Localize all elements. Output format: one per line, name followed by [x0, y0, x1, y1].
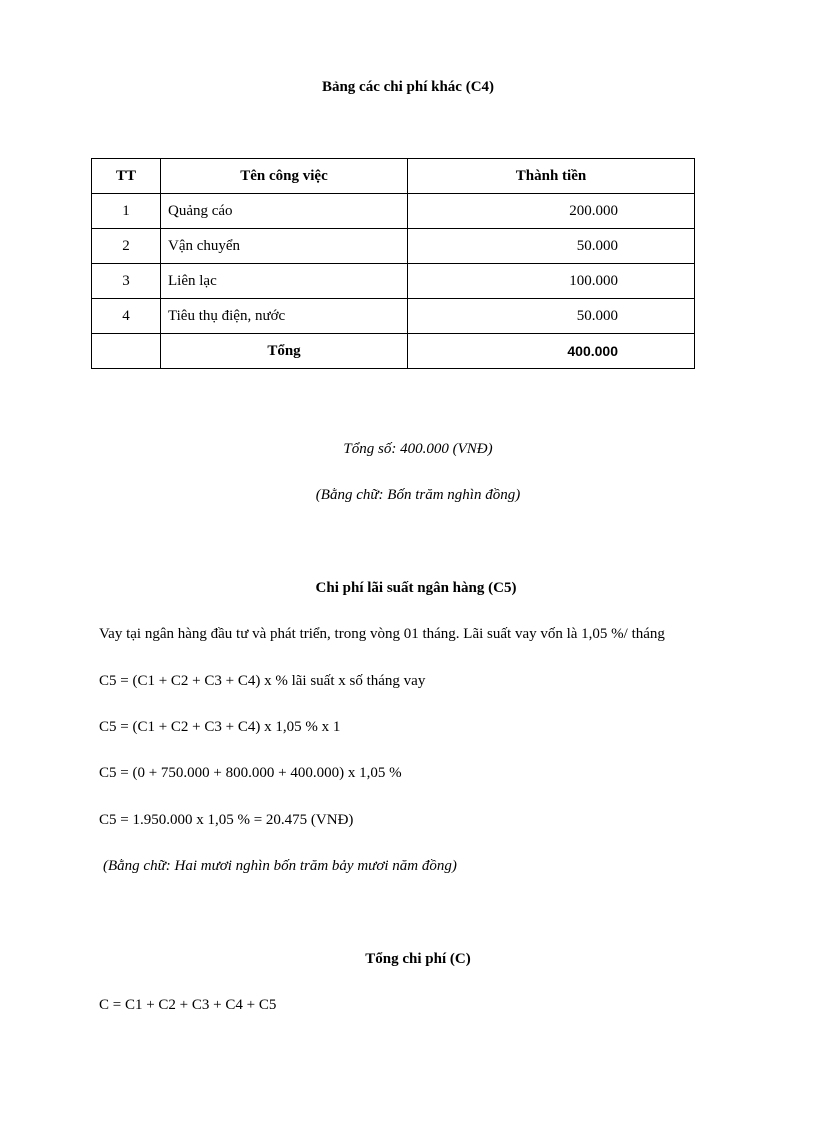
row-amount: 50.000 [408, 299, 695, 334]
row-amount: 200.000 [408, 194, 695, 229]
c5-title: Chi phí lãi suất ngân hàng (C5) [315, 580, 517, 596]
c4-sum: Tổng số: 400.000 (VNĐ) [343, 441, 493, 457]
row-name: Liên lạc [161, 264, 408, 299]
header-name: Tên công việc [161, 159, 408, 194]
header-tt: TT [92, 159, 161, 194]
c4-words: (Bằng chữ: Bốn trăm nghìn đồng) [315, 487, 521, 503]
row-tt: 4 [92, 299, 161, 334]
table-row [92, 194, 695, 229]
row-amount: 50.000 [408, 229, 695, 264]
row-name: Vận chuyển [161, 229, 408, 264]
c5-formula-2: C5 = (C1 + C2 + C3 + C4) x 1,05 % x 1 [99, 719, 341, 735]
c5-words: (Bằng chữ: Hai mươi nghìn bốn trăm bảy mươi năm đồng) [103, 858, 457, 874]
row-name: Quảng cáo [161, 194, 408, 229]
row-amount: 100.000 [408, 264, 695, 299]
c4-title: Bảng các chi phí khác (C4) [321, 79, 495, 95]
table-total-row [92, 334, 695, 369]
table-row [92, 264, 695, 299]
c5-formula-3: C5 = (0 + 750.000 + 800.000 + 400.000) x 1,05 % [99, 765, 402, 781]
c5-intro: Vay tại ngân hàng đầu tư và phát triển, trong vòng 01 tháng. Lãi suất vay vốn là 1,05 %/ tháng [99, 626, 665, 642]
total-formula: C = C1 + C2 + C3 + C4 + C5 [99, 997, 277, 1013]
c5-formula-1: C5 = (C1 + C2 + C3 + C4) x % lãi suất x số tháng vay [99, 673, 426, 689]
total-label: Tổng [161, 334, 408, 369]
header-amount: Thành tiền [408, 159, 695, 194]
total-value: 400.000 [408, 334, 695, 369]
total-title: Tổng chi phí (C) [365, 951, 471, 967]
table-row [92, 299, 695, 334]
row-tt: 1 [92, 194, 161, 229]
table-row [92, 229, 695, 264]
c5-formula-4: C5 = 1.950.000 x 1,05 % = 20.475 (VNĐ) [99, 812, 354, 828]
table-header-row [92, 159, 695, 194]
total-tt-cell [92, 334, 161, 369]
row-tt: 3 [92, 264, 161, 299]
row-name: Tiêu thụ điện, nước [161, 299, 408, 334]
c4-cost-table [91, 158, 695, 369]
row-tt: 2 [92, 229, 161, 264]
